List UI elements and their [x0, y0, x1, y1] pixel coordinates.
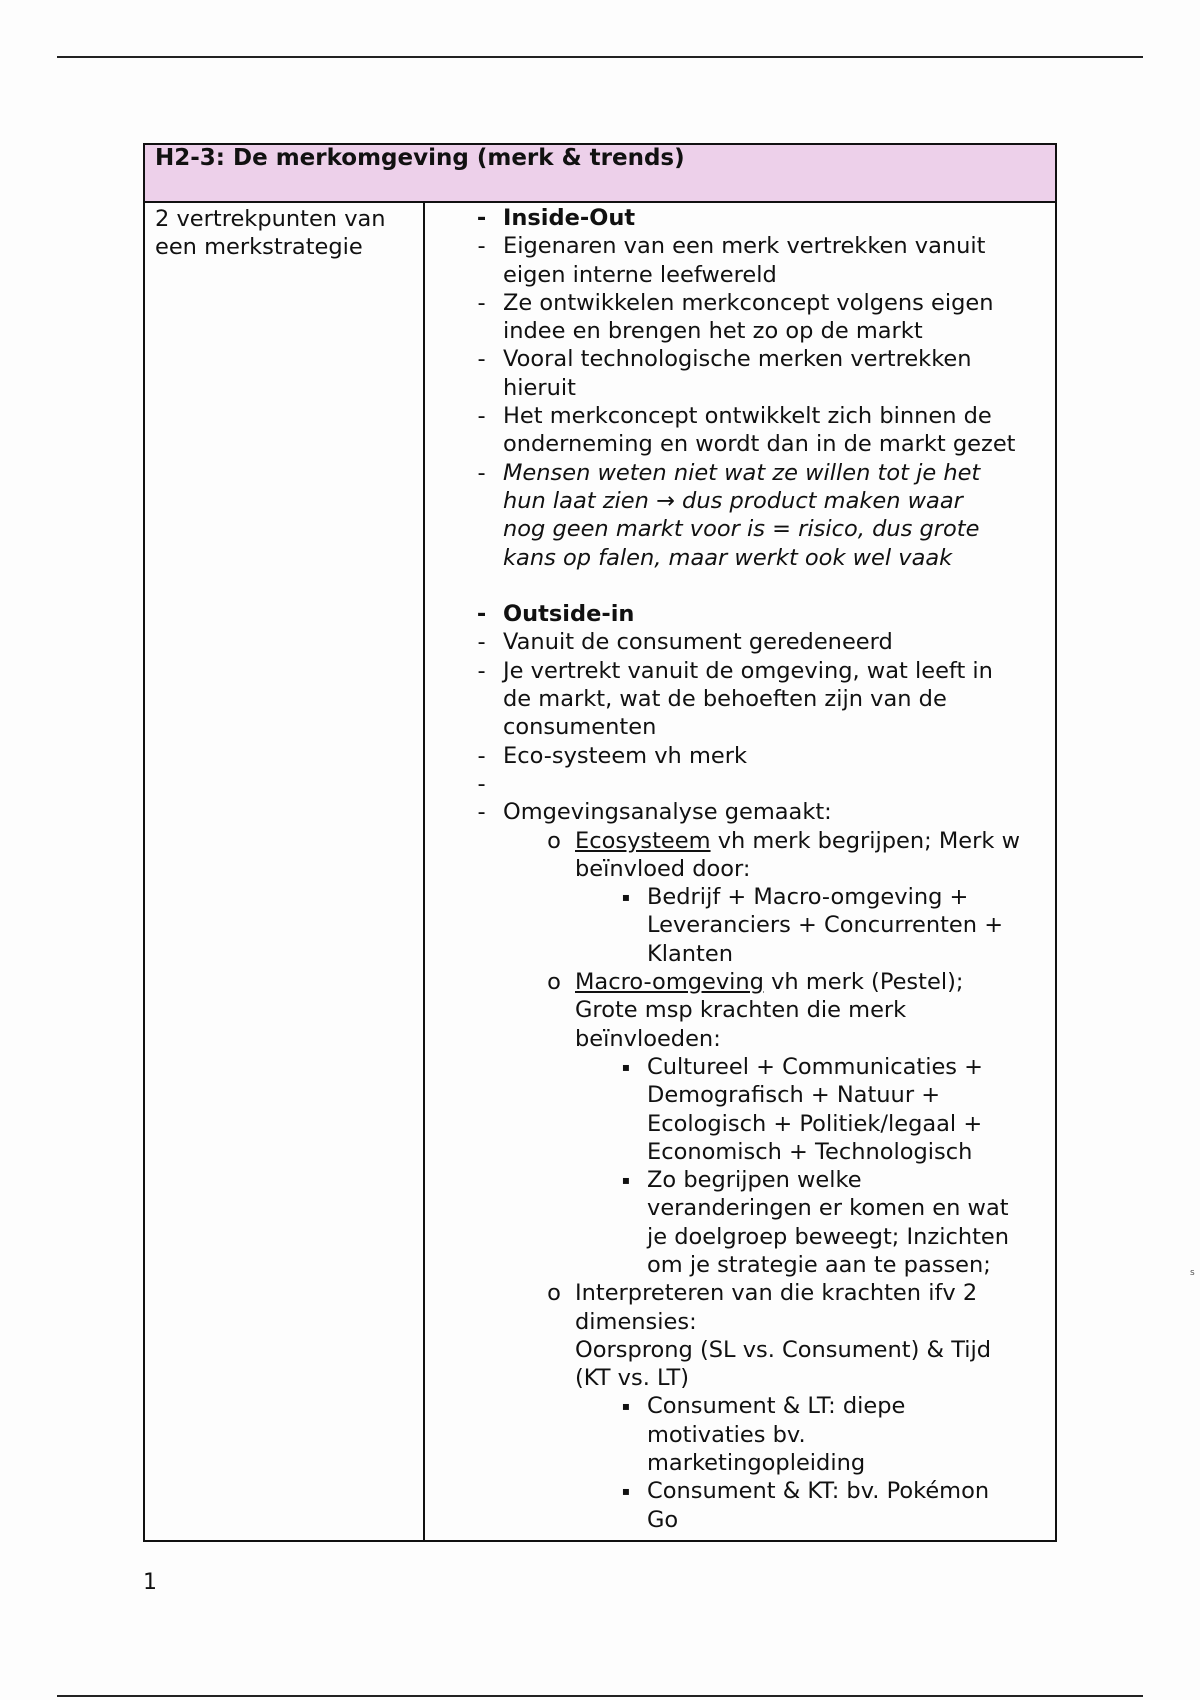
bullet-square: ▪	[621, 1484, 631, 1499]
bullet-dash: -	[477, 403, 486, 430]
bullet-dash: -	[477, 289, 486, 316]
sub-list-item-text: Macro-omgeving vh merk (Pestel); Grote msp krachten die merk beïnvloeden:	[575, 969, 964, 1052]
bullet-circle: o	[547, 969, 561, 996]
page-number: 1	[143, 1570, 157, 1595]
list-item	[425, 770, 1045, 798]
content-row	[144, 202, 1056, 1541]
list-item-text: Eigenaren van een merk vertrekken vanuit eigen interne leefwereld	[503, 233, 986, 288]
bullet-dash: -	[476, 601, 487, 628]
top-rule	[57, 56, 1143, 58]
list-item	[425, 232, 1045, 289]
bullet-dash: -	[477, 799, 486, 826]
sub-sub-list-item-text: Cultureel + Communicaties + Demografisch + Natuur + Ecologisch + Politiek/legaal + Economisch + Technologisch	[647, 1053, 984, 1165]
list-item-text: Ze ontwikkelen merkconcept volgens eigen indee en brengen het zo op de markt	[503, 289, 994, 345]
notes-table	[143, 143, 1057, 1542]
bullet-square: ▪	[621, 1059, 631, 1074]
sub-sub-list-item	[425, 883, 1045, 968]
underlined-term: Ecosysteem	[575, 827, 711, 854]
header-cell	[144, 144, 1056, 202]
list-item	[425, 204, 1045, 232]
bullet-dash: -	[476, 205, 487, 231]
spacer	[425, 572, 1045, 600]
sub-sub-list-item-text: Zo begrijpen welke veranderingen er komen en wat je doelgroep beweegt; Inzichten om je strategie aan te passen;	[647, 1167, 1010, 1278]
list-item	[425, 289, 1045, 346]
bullet-dash: -	[477, 770, 486, 797]
list-item	[425, 657, 1045, 742]
list-item-text	[503, 770, 1045, 798]
bottom-rule	[57, 1695, 1143, 1697]
sub-list-item	[425, 1279, 1045, 1392]
bullet-square: ▪	[621, 1173, 631, 1188]
list-item	[425, 798, 1045, 826]
sub-sub-list-item	[425, 1392, 1045, 1477]
sub-sub-list-item-text: Bedrijf + Macro-omgeving + Leveranciers + Concurrenten + Klanten	[647, 884, 1004, 967]
list-item-text: Mensen weten niet wat ze willen tot je het hun laat zien → dus product maken waar nog geen markt voor is = risico, dus grote kans op falen, maar werkt ook wel vaak	[503, 459, 981, 571]
bullet-dash: -	[477, 629, 486, 656]
list-item-text: Het merkconcept ontwikkelt zich binnen de onderneming en wordt dan in de markt gezet	[503, 403, 1016, 458]
bullet-dash: -	[477, 657, 486, 684]
sub-sub-list-item	[425, 1477, 1045, 1534]
sub-list-item	[425, 968, 1045, 1053]
section-title: H2-3: De merkomgeving (merk & trends)	[155, 145, 685, 171]
sub-list-item-text: Interpreteren van die krachten ifv 2 dimensies: Oorsprong (SL vs. Consument) & Tijd (KT vs. LT)	[575, 1280, 992, 1392]
bullet-square: ▪	[621, 1399, 631, 1414]
sub-list-item-text: Ecosysteem vh merk begrijpen; Merk w beïnvloed door:	[575, 827, 1020, 882]
list-item-text: Vanuit de consument geredeneerd	[503, 629, 893, 656]
bullet-dash: -	[477, 233, 486, 260]
outside-in-title: Outside-in	[503, 601, 635, 628]
list-item-text: Omgevingsanalyse gemaakt:	[503, 799, 832, 826]
list-item	[425, 345, 1045, 402]
list-item-text: Eco-systeem vh merk	[503, 742, 747, 769]
bullet-dash: -	[477, 459, 486, 486]
sub-sub-list-item-text: Consument & KT: bv. Pokémon Go	[647, 1478, 990, 1533]
header-row	[144, 144, 1056, 202]
topic-line: een merkstrategie	[155, 234, 363, 261]
list-item-text: Vooral technologische merken vertrekken hieruit	[503, 346, 972, 401]
content-cell	[424, 202, 1056, 1541]
bullet-dash: -	[477, 346, 486, 373]
list-item	[425, 600, 1045, 628]
list-item	[425, 459, 1045, 572]
bullet-circle: o	[547, 827, 561, 854]
sub-list-item	[425, 827, 1045, 884]
list-item	[425, 628, 1045, 656]
margin-mark: s	[1190, 1268, 1195, 1278]
inside-out-title: Inside-Out	[503, 205, 636, 231]
list-item-text: Je vertrekt vanuit de omgeving, wat leeft in de markt, wat de behoeften zijn van de consumenten	[503, 657, 993, 741]
topic-cell	[144, 202, 424, 1541]
bullet-square: ▪	[621, 890, 631, 905]
topic-line: 2 vertrekpunten van	[155, 206, 386, 232]
bullet-dash: -	[477, 742, 486, 769]
list-item	[425, 402, 1045, 459]
sub-sub-list-item	[425, 1166, 1045, 1279]
bullet-circle: o	[547, 1280, 561, 1307]
list-item	[425, 742, 1045, 770]
sub-sub-list-item-text: Consument & LT: diepe motivaties bv. marketingopleiding	[647, 1393, 906, 1477]
sub-sub-list-item	[425, 1053, 1045, 1166]
underlined-term: Macro-omgeving	[575, 969, 764, 996]
